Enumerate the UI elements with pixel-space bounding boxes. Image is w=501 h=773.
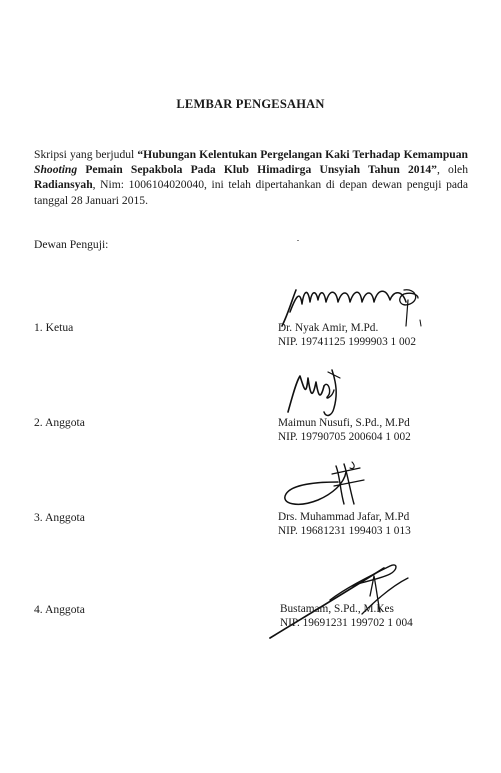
member-1-role: 1. Ketua [34, 321, 74, 334]
member-1-nip: NIP. 19741125 1999903 1 002 [278, 336, 416, 348]
member-4-signatory [280, 602, 413, 630]
member-2-nip: NIP. 19790705 200604 1 002 [278, 431, 411, 443]
member-3-signatory [278, 510, 411, 538]
signature-2 [284, 368, 364, 420]
committee-label: Dewan Penguji: [34, 238, 109, 251]
paragraph-intro: Skripsi yang berjudul [34, 148, 138, 161]
member-2-signatory [278, 416, 411, 444]
signature-3 [278, 460, 368, 516]
paragraph-rest: , Nim: 1006104020040, ini telah dipertahankan di depan dewan penguji pada tanggal 28 Januari 2015. [34, 178, 468, 207]
member-3-role: 3. Anggota [34, 511, 85, 524]
thesis-title-part2: Pemain Sepakbola Pada Klub Himadirga Unsyiah Tahun 2014” [77, 163, 437, 177]
member-4-nip: NIP. 19691231 199702 1 004 [280, 617, 413, 629]
member-3-nip: NIP. 19681231 199403 1 013 [278, 525, 411, 537]
member-2-name: Maimun Nusufi, S.Pd., M.Pd [278, 417, 410, 429]
member-3-name: Drs. Muhammad Jafar, M.Pd [278, 511, 410, 523]
member-4-role: 4. Anggota [34, 603, 85, 616]
author-name: Radiansyah [34, 178, 93, 192]
paragraph-by: , oleh [436, 163, 468, 177]
member-2-role: 2. Anggota [34, 416, 85, 429]
member-1-signatory [278, 321, 416, 349]
thesis-title-italic: Shooting [34, 163, 78, 177]
thesis-title-part1: “Hubungan Kelentukan Pergelangan Kaki Terhadap Kemampuan [137, 148, 468, 161]
member-1-name: Dr. Nyak Amir, M.Pd. [278, 322, 379, 334]
page-title: LEMBAR PENGESAHAN [176, 97, 325, 111]
approval-paragraph [34, 147, 468, 208]
scan-speck [297, 240, 299, 241]
member-4-name: Bustamam, S.Pd., M.Kes [280, 603, 394, 615]
